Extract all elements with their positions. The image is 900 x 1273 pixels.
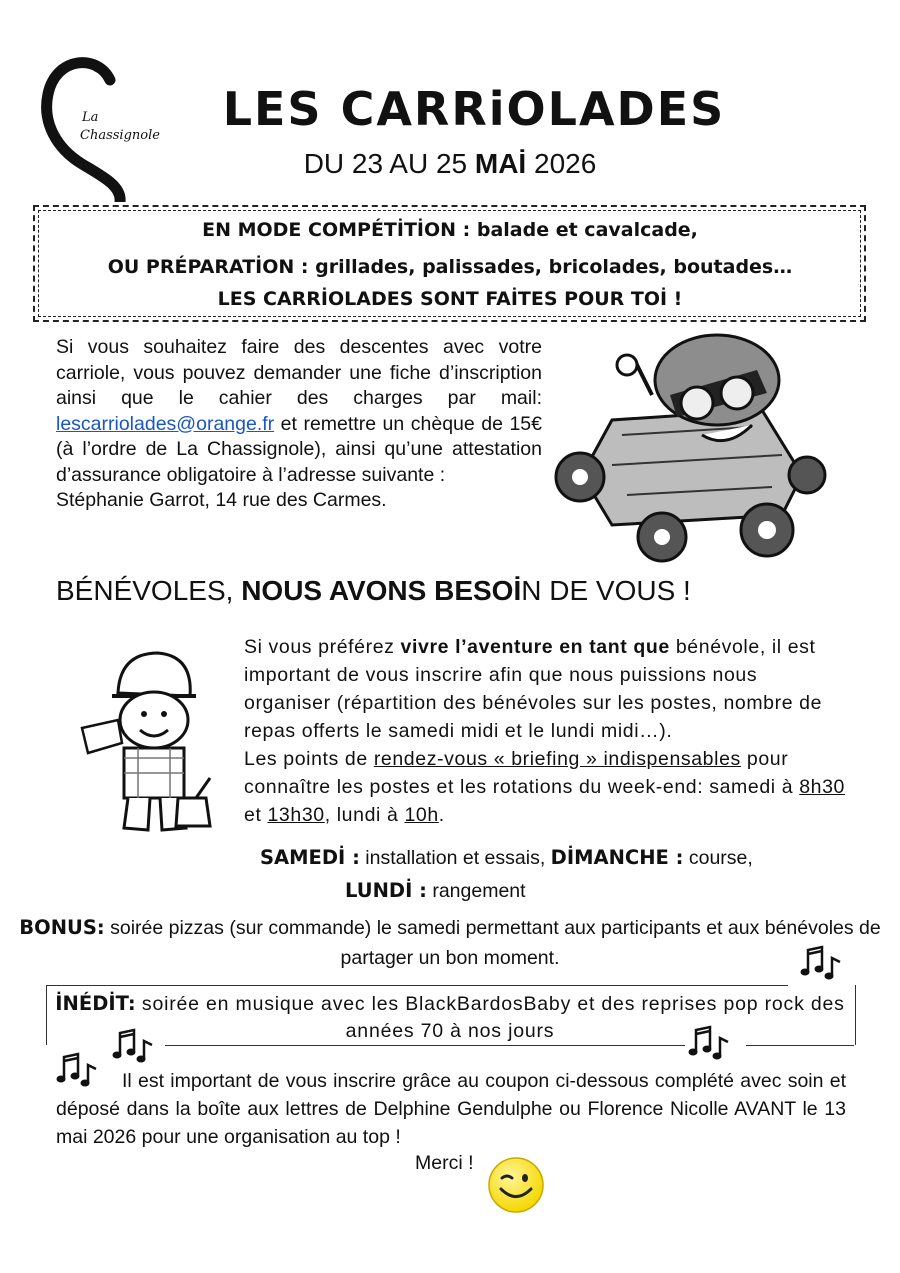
winking-smiley-icon	[487, 1156, 545, 1214]
inedit-box-bottom-right	[746, 1045, 854, 1046]
inedit-text: İNÉDİT: soirée en musique avec les BlackBardosBaby et des reprises pop rock des années 70 à nos jours	[55, 992, 845, 1042]
schedule-monday: LUNDİ : rangement	[345, 879, 526, 902]
page-title: LES CARRiOLADES	[222, 82, 726, 136]
bonus-text: BONUS: soirée pizzas (sur commande) le samedi permettant aux participants et aux bénévoles de partager un bon moment.	[19, 916, 881, 969]
merci-text: Merci !	[415, 1152, 474, 1174]
competition-line-1: EN MODE COMPÉTİTİON : balade et cavalcade,	[202, 219, 698, 241]
competition-line-2: OU PRÉPARATİON : grillades, palissades, bricolades, boutades…	[107, 256, 793, 278]
music-notes-icon	[688, 1024, 732, 1060]
volunteers-heading: BÉNÉVOLES, NOUS AVONS BESOİN DE VOUS !	[56, 575, 691, 606]
soapbox-cart-illustration	[552, 325, 834, 565]
music-notes-icon	[800, 944, 844, 980]
schedule-sat-sun: SAMEDİ : installation et essais, DİMANCHE : course,	[260, 846, 753, 869]
inedit-box-top	[46, 985, 788, 986]
logo-text-chassignole: Chassignole	[80, 128, 160, 143]
inedit-box-bottom	[165, 1045, 685, 1046]
builder-illustration	[78, 648, 228, 838]
address: Stéphanie Garrot, 14 rue des Carmes.	[56, 489, 387, 511]
event-dates: DU 23 AU 25 MAİ 2026	[303, 148, 597, 179]
registration-paragraph: Si vous souhaitez faire des descentes avec votre carriole, vous pouvez demander une fiche d’inscription ainsi que le cahier des charges par mail: lescarriolades@orange.fr et remettre un chèque de 15€ (à l’ordre de La Chassignole), ainsi qu’une attestation d’assurance obligatoire à l’adresse suivante : Stéphanie Garrot, 14 rue des Carmes.	[56, 335, 542, 514]
competition-line-3: LES CARRİOLADES SONT FAİTES POUR TOİ !	[217, 288, 683, 310]
final-paragraph: Il est important de vous inscrire grâce au coupon ci-dessous complété avec soin et déposé dans la boîte aux lettres de Delphine Gendulphe ou Florence Nicolle AVANT le 13 mai 2026 pour une organisation au top !	[56, 1070, 846, 1148]
volunteer-paragraph: Si vous préférez vivre l’aventure en tant que bénévole, il est important de vous inscrire afin que nous puissions nous organiser (répartition des bénévoles sur les postes, nombre de repas offerts le samedi midi et le lundi midi…). Les points de rendez-vous « briefing » indispensables pour connaître les postes et les rotations du week-end: samedi à 8h30 et 13h30, lundi à 10h.	[244, 636, 845, 826]
email-link[interactable]: lescarriolades@orange.fr	[56, 412, 275, 435]
logo-text-la: La	[82, 110, 99, 125]
music-notes-icon	[112, 1027, 156, 1063]
